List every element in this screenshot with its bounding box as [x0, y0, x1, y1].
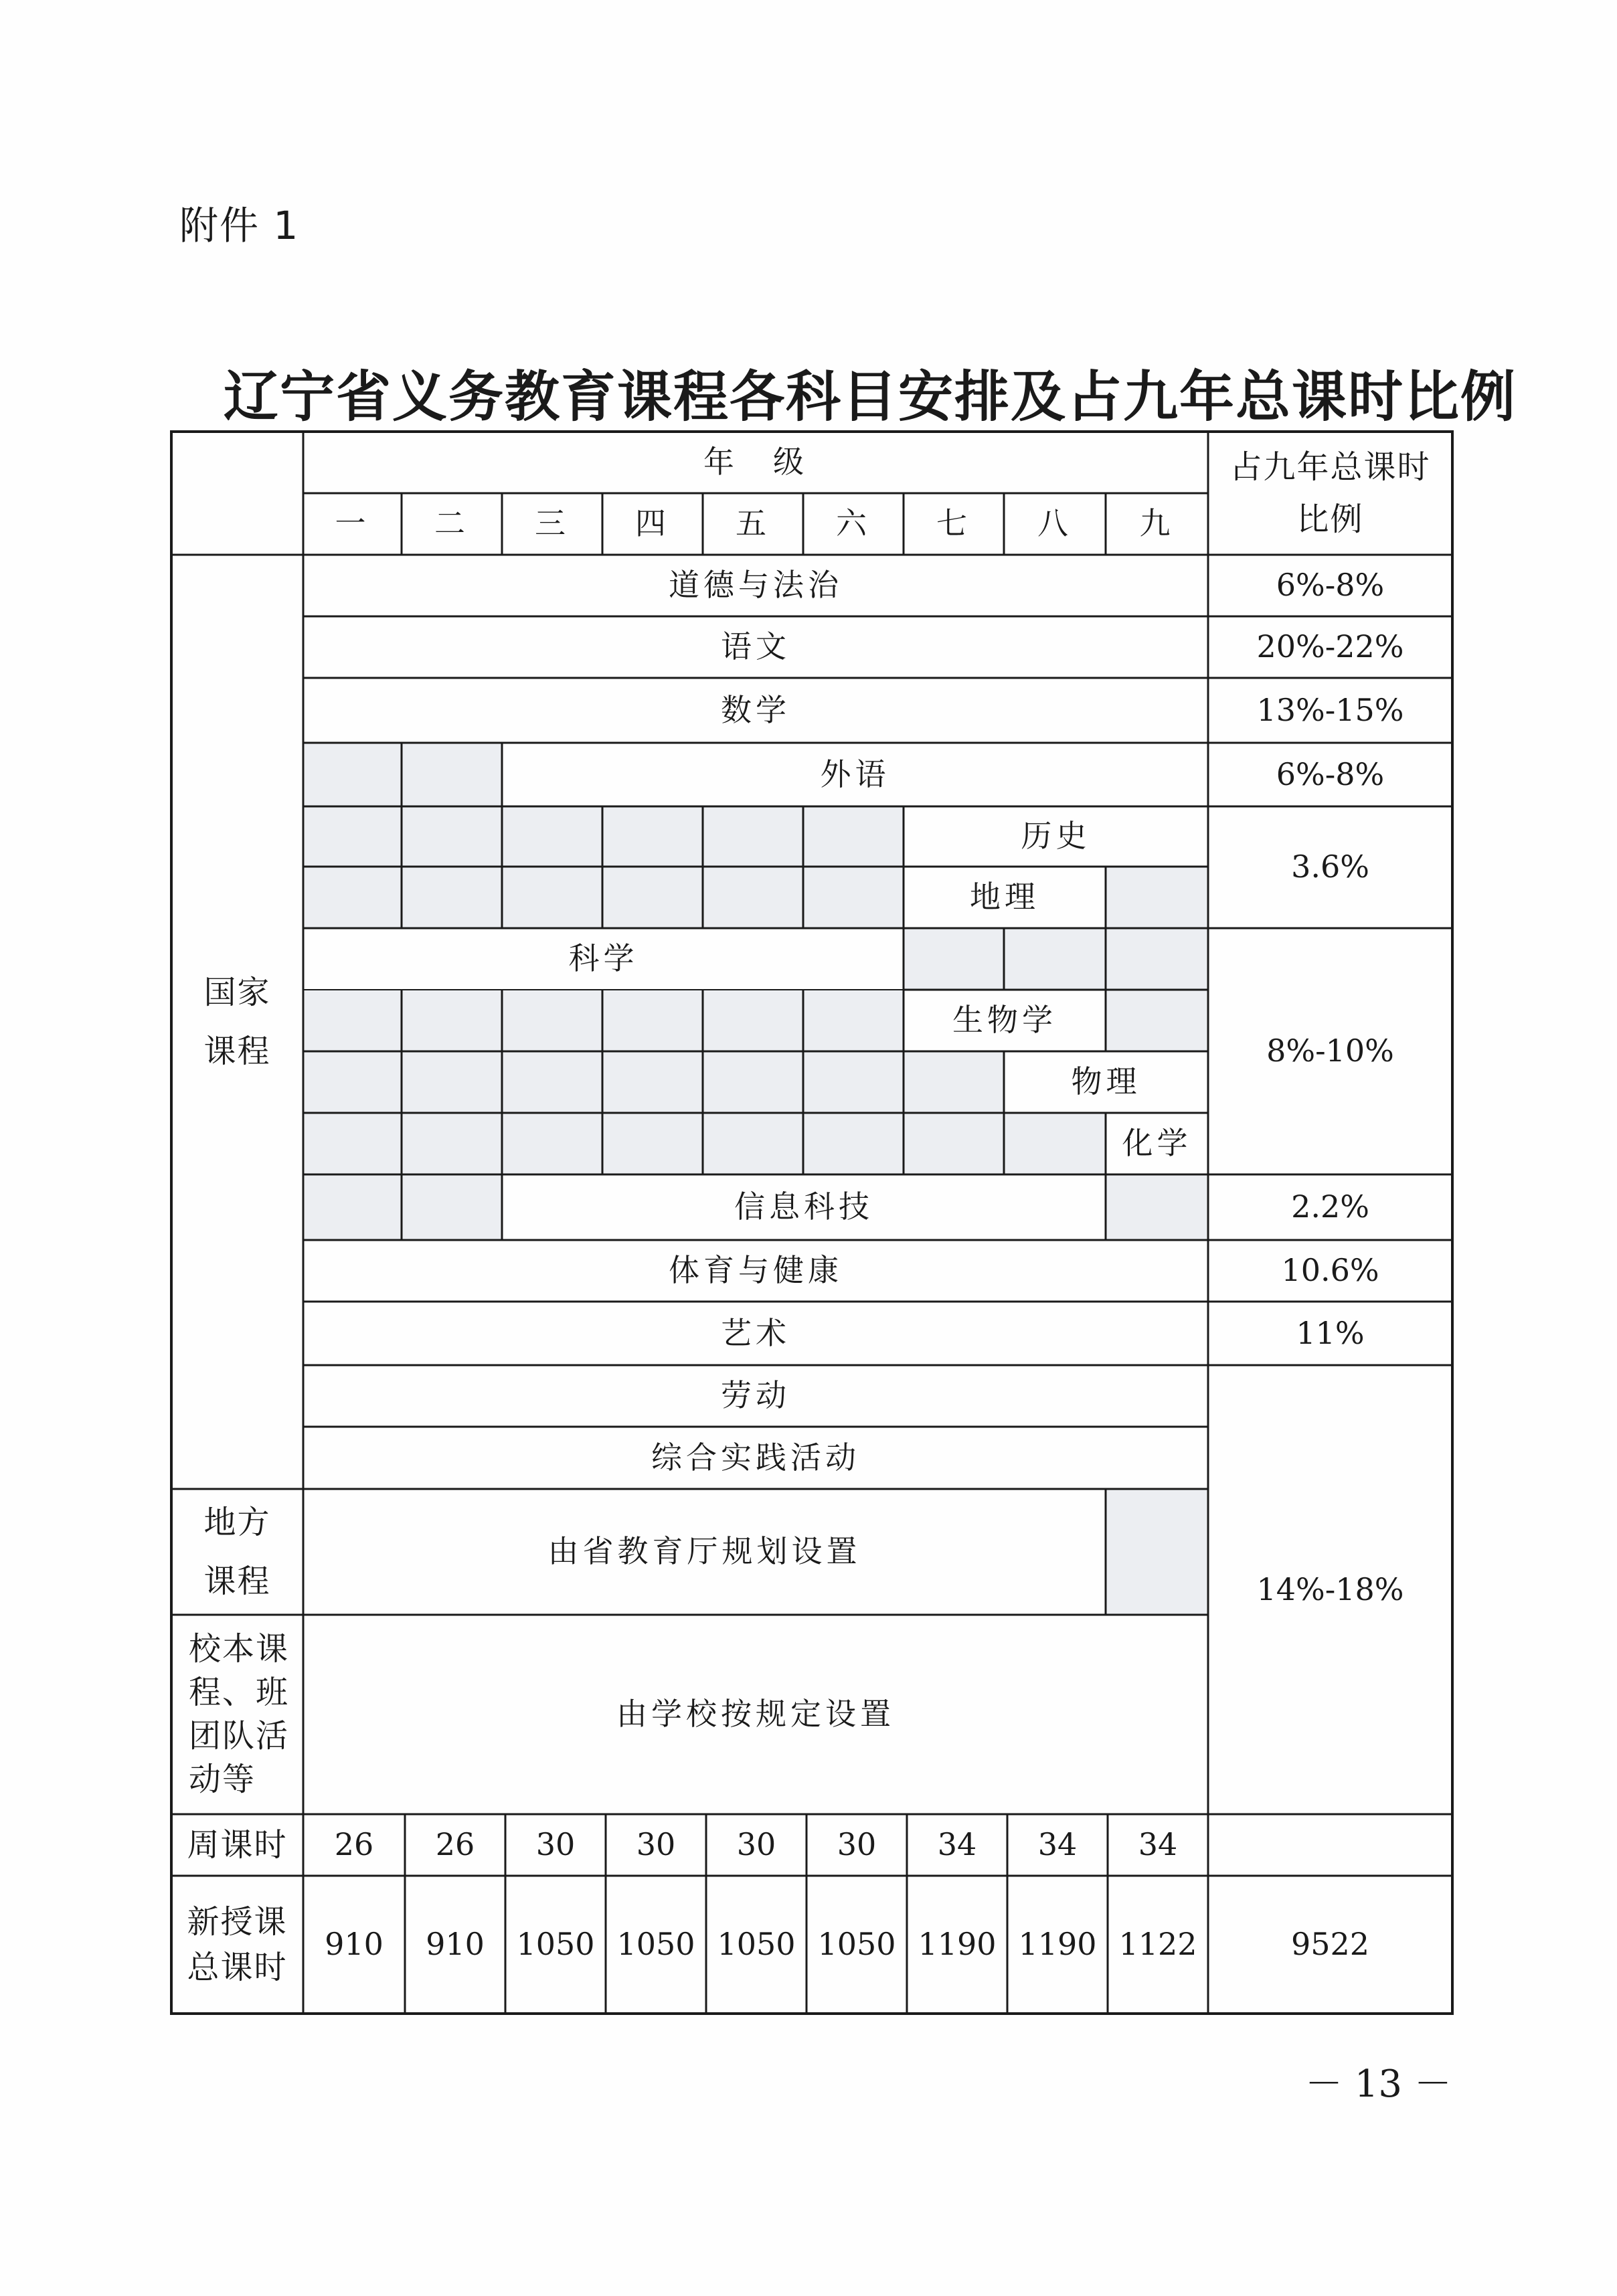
national-label-line-1: 国家 [203, 974, 271, 1011]
ratio-information-technology: 2.2% [1291, 1188, 1369, 1225]
school-course-content: 由学校按规定设置 [616, 1696, 895, 1733]
ratio-science: 8%-10% [1266, 1033, 1394, 1069]
weekly-hours-grade-4: 30 [636, 1826, 676, 1863]
total-hours-grade-3: 1050 [516, 1926, 595, 1963]
local-course-content: 由省教育厅规划设置 [547, 1533, 861, 1570]
subject-science: 科学 [568, 940, 639, 977]
ratio-physical-education: 10.6% [1281, 1252, 1379, 1289]
grade-2: 二 [434, 505, 469, 542]
local-label-line-1: 地方 [203, 1504, 271, 1541]
total-hours-grade-7: 1190 [918, 1926, 997, 1963]
grade-3: 三 [535, 505, 570, 542]
ratio-chinese: 20%-22% [1256, 628, 1404, 665]
weekly-hours-label: 周课时 [187, 1826, 288, 1864]
ratio-combined: 14%-18% [1256, 1571, 1404, 1607]
national-label-line-2: 课程 [203, 1033, 271, 1070]
total-hours-grade-6: 1050 [817, 1926, 896, 1963]
school-label-line-3: 团队活 [189, 1717, 290, 1755]
grade-header: 年 级 [703, 444, 808, 480]
ratio-math: 13%-15% [1256, 691, 1404, 728]
subject-biology: 生物学 [952, 1002, 1057, 1039]
total-hours-grade-8: 1190 [1018, 1926, 1097, 1963]
grade-4: 四 [635, 505, 670, 542]
total-hours-label [171, 1876, 303, 2014]
school-course-label [171, 1615, 303, 1814]
subject-chemistry: 化学 [1122, 1125, 1192, 1162]
total-hours-grade-4: 1050 [616, 1926, 695, 1963]
weekly-hours-grade-8: 34 [1037, 1826, 1078, 1863]
subject-morality-law: 道德与法治 [669, 567, 843, 604]
subject-physical-education: 体育与健康 [669, 1252, 843, 1289]
weekly-hours-grade-5: 30 [736, 1826, 776, 1863]
attachment-label: 附件 1 [179, 203, 300, 248]
ratio-history-geography: 3.6% [1291, 849, 1369, 885]
subject-foreign-language: 外语 [820, 756, 890, 792]
total-hours-grade-2: 910 [426, 1926, 485, 1963]
subject-information-technology: 信息科技 [734, 1188, 873, 1225]
subject-math: 数学 [721, 691, 790, 728]
local-label-line-2: 课程 [203, 1563, 271, 1600]
subject-geography: 地理 [970, 879, 1039, 915]
subject-labor: 劳动 [721, 1377, 790, 1414]
total-hours-sum: 9522 [1290, 1926, 1370, 1963]
school-label-line-4: 动等 [189, 1760, 256, 1798]
grade-1: 一 [335, 505, 370, 542]
grade-5: 五 [736, 505, 770, 542]
subject-comprehensive-practice: 综合实践活动 [651, 1439, 860, 1476]
subject-physics: 物理 [1071, 1063, 1141, 1100]
page-number: － 13 － [1305, 2062, 1452, 2106]
school-label-line-2: 程、班 [189, 1674, 290, 1712]
local-course-label [171, 1489, 303, 1615]
grade-8: 八 [1037, 505, 1072, 542]
ratio-header-line-2: 比例 [1296, 501, 1364, 538]
document-title: 辽宁省义务教育课程各科目安排及占九年总课时比例 [223, 365, 1517, 429]
weekly-hours-grade-3: 30 [535, 1826, 576, 1863]
national-course-label [171, 555, 303, 1489]
weekly-hours-grade-7: 34 [937, 1826, 977, 1863]
ratio-morality-law: 6%-8% [1276, 567, 1385, 604]
ratio-arts: 11% [1296, 1314, 1365, 1351]
grade-9: 九 [1139, 505, 1175, 542]
grade-6: 六 [836, 505, 871, 542]
ratio-header [1208, 432, 1452, 555]
subject-arts: 艺术 [721, 1314, 790, 1351]
total-hours-grade-1: 910 [325, 1926, 384, 1963]
total-hours-grade-5: 1050 [717, 1926, 796, 1963]
subject-chinese: 语文 [721, 628, 790, 665]
school-label-line-1: 校本课 [189, 1630, 290, 1668]
grade-7: 七 [936, 505, 971, 542]
subject-history: 历史 [1021, 818, 1091, 855]
ratio-foreign-language: 6%-8% [1276, 756, 1385, 792]
weekly-hours-grade-6: 30 [837, 1826, 877, 1863]
total-hours-grade-9: 1122 [1118, 1926, 1197, 1963]
total-label-line-2: 总课时 [187, 1949, 288, 1986]
total-label-line-1: 新授课 [187, 1903, 288, 1941]
ratio-header-line-1: 占九年总课时 [1229, 448, 1431, 486]
weekly-hours-grade-1: 26 [334, 1826, 374, 1863]
weekly-hours-grade-2: 26 [435, 1826, 475, 1863]
weekly-hours-grade-9: 34 [1138, 1826, 1178, 1863]
